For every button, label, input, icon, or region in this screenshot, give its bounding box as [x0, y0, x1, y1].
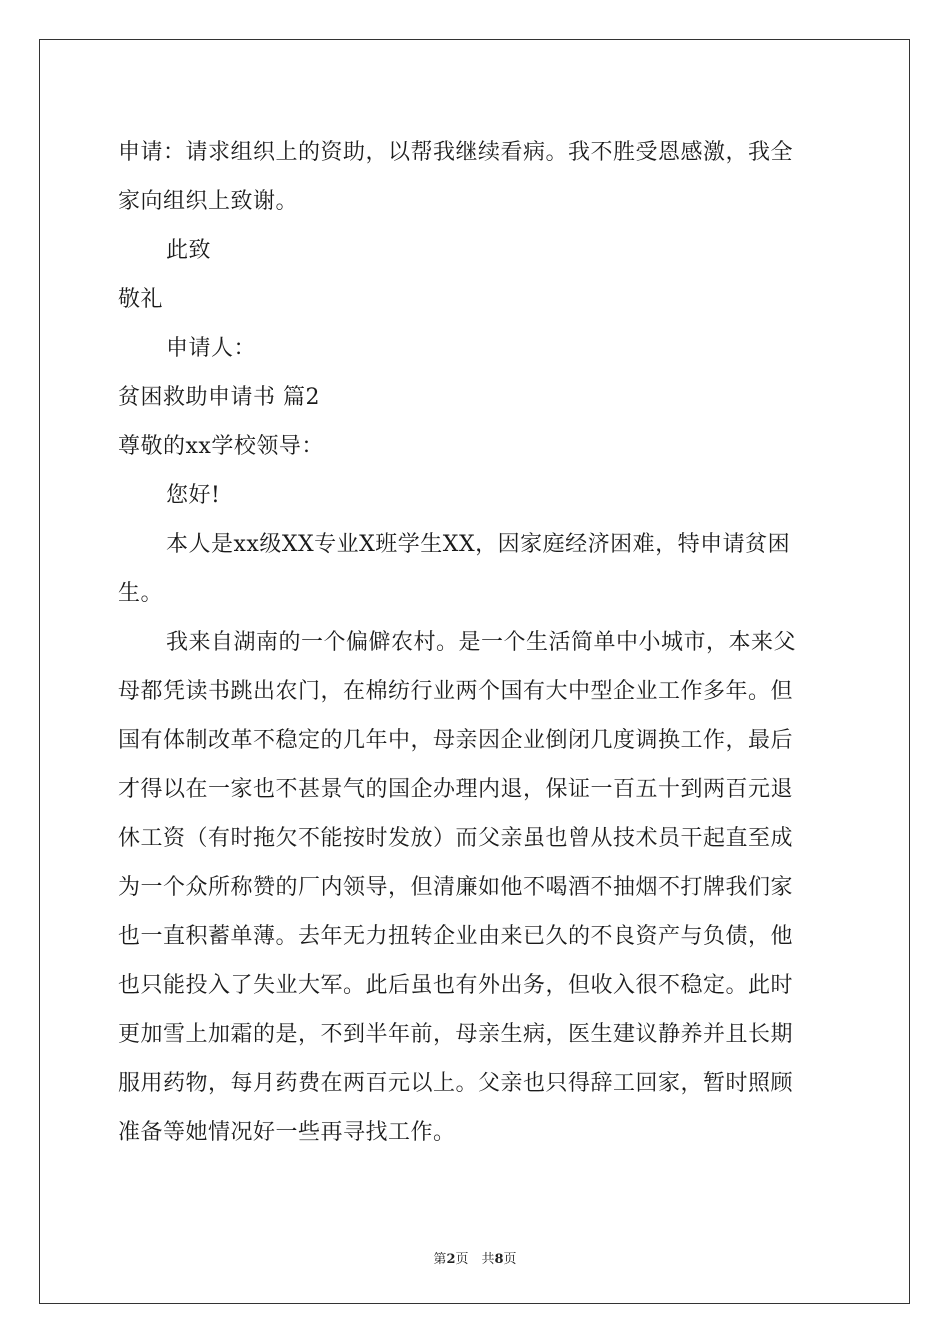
text-line: 我来自湖南的一个偏僻农村。是一个生活简单中小城市，本来父 [166, 630, 797, 655]
paragraph [118, 520, 834, 618]
text-line: 准备等她情况好一些再寻找工作。 [118, 1120, 456, 1145]
paragraph [118, 618, 834, 1157]
text-line: 敬礼 [118, 287, 164, 312]
text-line: 申请：请求组织上的资助，以帮我继续看病。我不胜受恩感激，我全 [118, 140, 794, 165]
footer-prefix: 第 [433, 1252, 447, 1267]
text-line: 尊敬的xx学校领导： [118, 434, 324, 459]
footer-suffix: 页 [503, 1252, 517, 1267]
text-line: 为一个众所称赞的厂内领导，但清廉如他不喝酒不抽烟不打牌我们家 [118, 875, 794, 900]
total-pages-number: 8 [494, 1252, 504, 1267]
page-footer [0, 1248, 950, 1267]
paragraph [118, 275, 834, 324]
footer-mid: 页 共 [455, 1252, 495, 1267]
paragraph [118, 373, 834, 422]
text-line: 本人是xx级XX专业X班学生XX，因家庭经济困难，特申请贫困 [166, 532, 791, 557]
text-line: 国有体制改革不稳定的几年中，母亲因企业倒闭几度调换工作，最后 [118, 728, 794, 753]
current-page-number: 2 [446, 1252, 456, 1267]
text-line: 服用药物，每月药费在两百元以上。父亲也只得辞工回家，暂时照顾 [118, 1071, 794, 1096]
text-line: 家向组织上致谢。 [118, 189, 299, 214]
text-line: 母都凭读书跳出农门，在棉纺行业两个国有大中型企业工作多年。但 [118, 679, 794, 704]
text-line: 更加雪上加霜的是，不到半年前，母亲生病，医生建议静养并且长期 [118, 1022, 794, 1047]
document-body [118, 128, 834, 1157]
paragraph [118, 226, 834, 275]
text-line: 也一直积蓄单薄。去年无力扭转企业由来已久的不良资产与负债，他 [118, 924, 794, 949]
paragraph [118, 128, 834, 226]
paragraph [118, 324, 834, 373]
paragraph [118, 422, 834, 471]
text-line: 申请人： [166, 336, 257, 361]
text-line: 贫困救助申请书 篇2 [118, 385, 320, 410]
text-line: 也只能投入了失业大军。此后虽也有外出务，但收入很不稳定。此时 [118, 973, 794, 998]
text-line: 您好! [166, 483, 221, 508]
paragraph [118, 471, 834, 520]
text-line: 才得以在一家也不甚景气的国企办理内退，保证一百五十到两百元退 [118, 777, 794, 802]
text-line: 休工资（有时拖欠不能按时发放）而父亲虽也曾从技术员干起直至成 [118, 826, 794, 851]
text-line: 生。 [118, 581, 164, 606]
text-line: 此致 [166, 238, 212, 263]
